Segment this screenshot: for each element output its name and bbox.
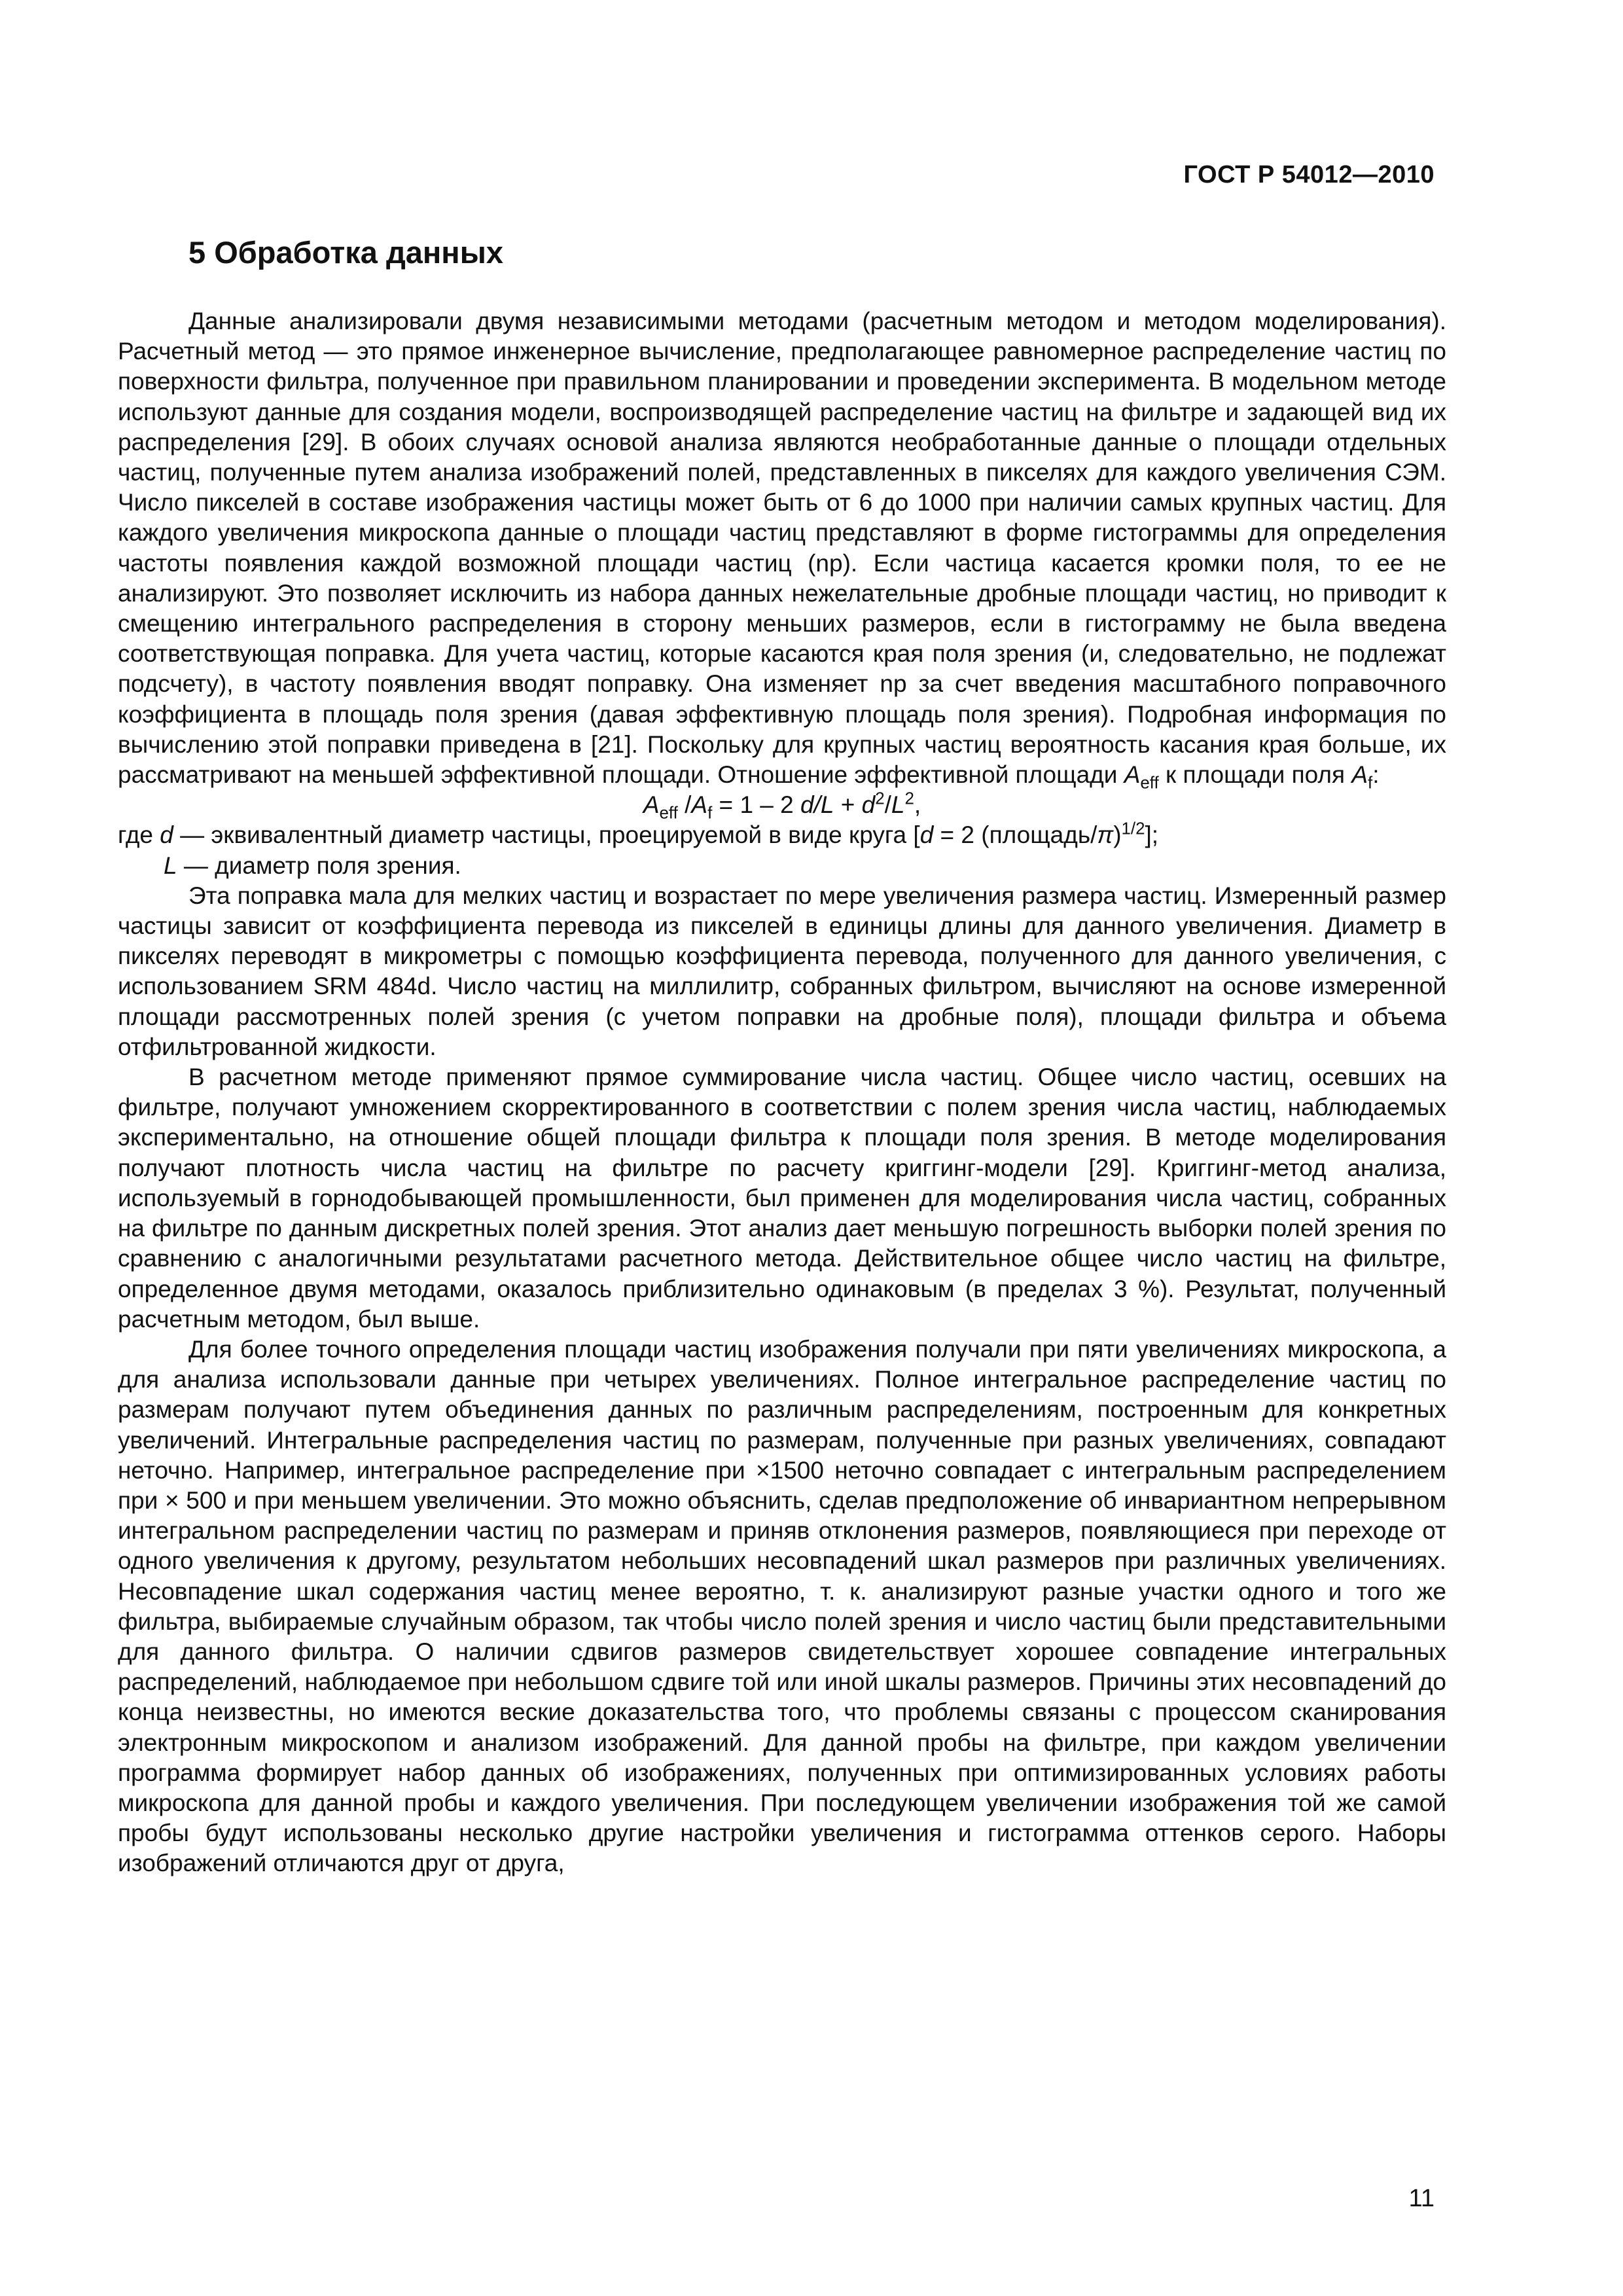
paragraph-4: Для более точного определения площади частиц изображения получали при пяти увеличениях микроскопа, а для анализа использовали данные при четырех увеличениях. Полное интегральное распределение частиц по размерам получают путем объединения данных по различным распределениям, построенным для конкретных увеличений. Интегральные распределения частиц по размерам, полученные при разных увеличениях, совпадают неточно. Например, интегральное распределение при ×1500 неточно совпадает с интегральным распределением при × 500 и при меньшем увеличении. Это можно объяснить, сделав предположение об инвариантном непрерывном интегральном распределении частиц по размерам и приняв отклонения размеров, появляющиеся при переходе от одного увеличения к другому, результатом небольших несовпадений шкал размеров при различных увеличениях. Несовпадение шкал содержания частиц менее вероятно, т. к. анализируют разные участки одного и того же фильтра, выбираемые случайным образом, так чтобы число полей зрения и число частиц были представительными для данного фильтра. О наличии сдвигов размеров свидетельствует хорошее совпадение интегральных распределений, наблюдаемое при небольшом сдвиге той или иной шкалы размеров. Причины этих несовпадений до конца неизвестны, но имеются веские доказательства того, что проблемы связаны с процессом сканирования электронным микроскопом и анализом изображений. Для данной пробы на фильтре, при каждом увеличении программа формирует набор данных об изображениях, полученных при оптимизированных условиях работы микроскопа для данной пробы и каждого увеличения. При последующем увеличении изображения той же самой пробы будут использованы несколько другие настройки увеличения и гистограмма оттенков серого. Наборы изображений отличаются друг от друга,: [118, 1335, 1446, 1877]
paragraph-1: Данные анализировали двумя независимыми методами (расчетным методом и методом моделирования). Расчетный метод — это прямое инженерное вычисление, предполагающее равномерное распределение частиц по поверхности фильтра, полученное при правильном планировании и проведении эксперимента. В модельном методе используют данные для создания модели, воспроизводящей распределение частиц на фильтре и задающей вид их распределения [29]. В обоих случаях основой анализа являются необработанные данные о площади отдельных частиц, полученные путем анализа изображений полей, представленных в пикселях для каждого увеличения СЭМ. Число пикселей в составе изображения частицы может быть от 6 до 1000 при наличии самых крупных частиц. Для каждого увеличения микроскопа данные о площади частиц представляют в форме гистограммы для определения частоты появления каждой возможной площади частиц (np). Если частица касается кромки поля, то ее не анализируют. Это позволяет исключить из набора данных нежелательные дробные площади частиц, но приводит к смещению интегрального распределения в сторону меньших размеров, если в гистограмму не была введена соответствующая поправка. Для учета частиц, которые касаются края поля зрения (и, следовательно, не подлежат подсчету), в частоту появления вводят поправку. Она изменяет np за счет введения масштабного поправочного коэффициента в площадь поля зрения (давая эффективную площадь поля зрения). Подробная информация по вычислению этой поправки приведена в [21]. Поскольку для крупных частиц вероятность касания края больше, их рассматривают на меньшей эффективной площади. Отношение эффективной площади $A_{eff}$ к площади поля $A_f$:: [118, 308, 1446, 793]
page-number: 11: [1408, 2185, 1435, 2212]
formula-where-l: L — диаметр поля зрения.: [164, 852, 461, 879]
paragraph-3: В расчетном методе применяют прямое суммирование числа частиц. Общее число частиц, осевших на фильтре, получают умножением скорректированного в соответствии с полем зрения числа частиц, наблюдаемых экспериментально, на отношение общей площади фильтра к площади поля зрения. В методе моделирования получают плотность числа частиц на фильтре по расчету криггинг-модели [29]. Криггинг-метод анализа, используемый в горнодобывающей промышленности, был применен для моделирования числа частиц, собранных на фильтре по данным дискретных полей зрения. Этот анализ дает меньшую погрешность выборки полей зрения по сравнению с аналогичными результатами расчетного метода. Действительное общее число частиц на фильтре, определенное двумя методами, оказалось приблизительно одинаковым (в пределах 3 %). Результат, полученный расчетным методом, был выше.: [118, 1064, 1446, 1333]
formula-effective-area: $A_{eff}$ $/A_f = 1 - 2$ $d/L + d^2/L^2$,: [643, 789, 921, 823]
section-heading: 5 Обработка данных: [188, 235, 503, 270]
section-body: [118, 306, 1446, 1879]
paragraph-2: Эта поправка мала для мелких частиц и возрастает по мере увеличения размера частиц. Измеренный размер частицы зависит от коэффициента перевода из пикселей в единицы длины для данного увеличения. Диаметр в пикселях переводят в микрометры с помощью коэффициента перевода, полученного для данного увеличения, с использованием SRM 484d. Число частиц на миллилитр, собранных фильтром, вычисляют на основе измеренной площади рассмотренных полей зрения (с учетом поправки на дробные поля), площади фильтра и объема отфильтрованной жидкости.: [118, 882, 1446, 1060]
standard-header: ГОСТ Р 54012—2010: [1183, 161, 1435, 188]
formula-where-d: где d — эквивалентный диаметр частицы, проецируемой в виде круга [d = 2 (площадь/π)$^{1/2}$];: [118, 820, 1159, 849]
